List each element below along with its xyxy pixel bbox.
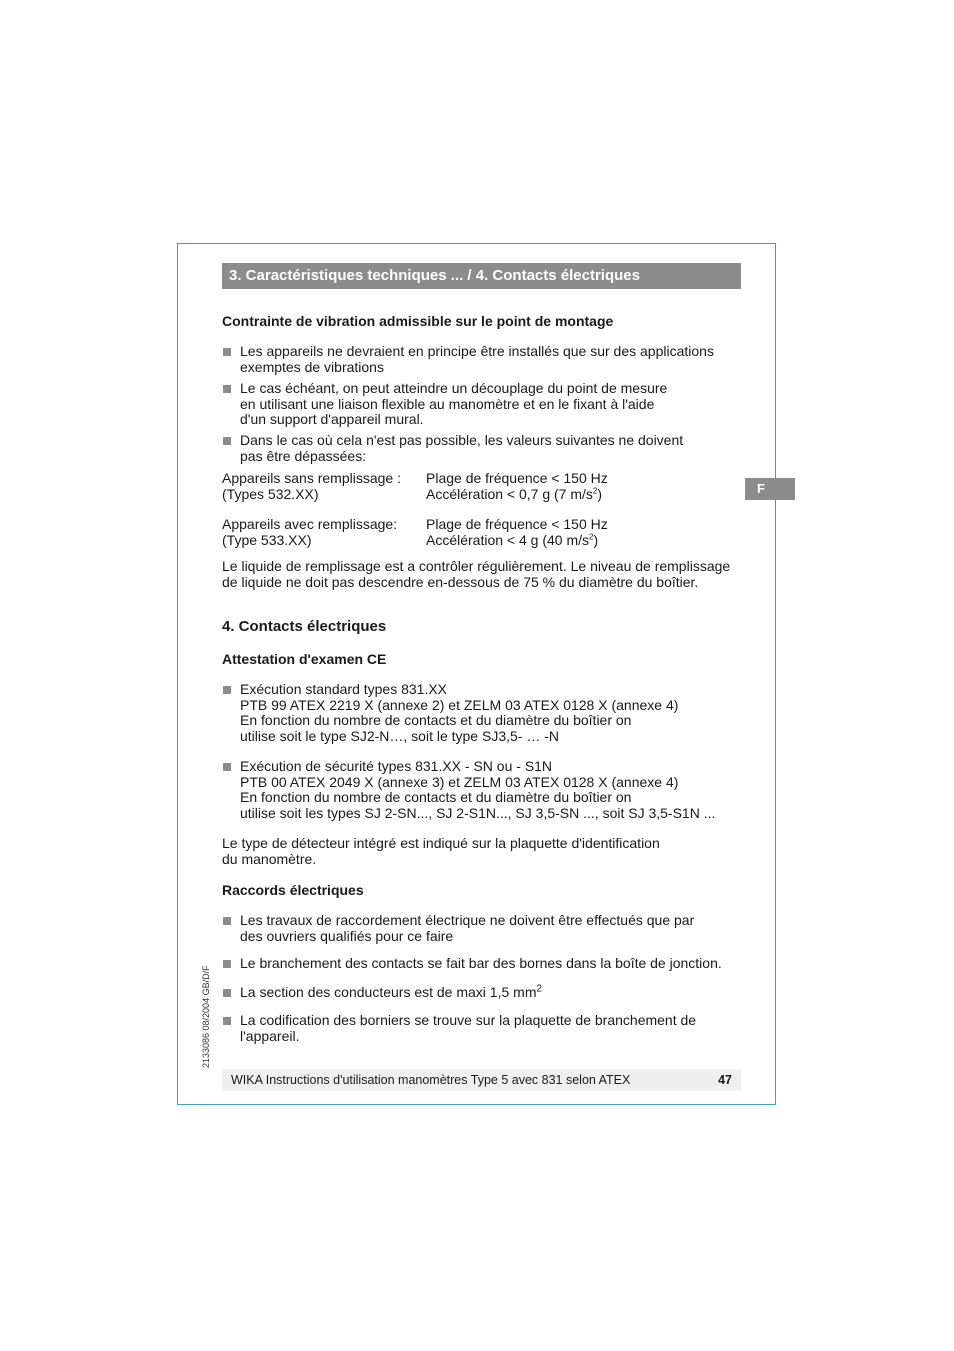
bullet-square-icon xyxy=(222,914,233,925)
fill-level-note: Le liquide de remplissage est a contrôler régulièrement. Le niveau de remplissage de liquide ne doit pas descendre en-dessous de 75 % du diamètre du boîtier. xyxy=(222,558,731,590)
section-header: 3. Caractéristiques techniques ... / 4. Contacts électriques xyxy=(222,263,741,289)
document-code: 2133086 08/2004 GB/D/F xyxy=(201,965,211,1068)
bullet-square-icon xyxy=(222,683,233,694)
list-item: Le cas échéant, on peut atteindre un découplage du point de mesure en utilisant une liaison flexible au manomètre et en le fixant à l'aide d'un support d'appareil mural. xyxy=(240,380,668,427)
detector-note: Le type de détecteur intégré est indiqué sur la plaquette d'identification du manomètre. xyxy=(222,835,660,867)
bullet-square-icon xyxy=(222,760,233,771)
table-row-label: Appareils sans remplissage : (Types 532.XX) xyxy=(222,470,401,502)
language-tab: F xyxy=(745,478,795,500)
footer-text: WIKA Instructions d'utilisation manomètres Type 5 avec 831 selon ATEX xyxy=(231,1073,631,1087)
table-row-value: Plage de fréquence < 150 Hz Accélération < 4 g (40 $m/s^2$) xyxy=(426,516,608,548)
bullet-square-icon xyxy=(222,957,233,968)
list-item: Les travaux de raccordement électrique ne doivent être effectués que par des ouvriers qualifiés pour ce faire xyxy=(240,912,695,944)
bullet-square-icon xyxy=(222,1014,233,1025)
list-item: La section des conducteurs est de maxi 1,5 $mm^2$ xyxy=(240,983,543,1000)
list-item: Exécution standard types 831.XX PTB 99 ATEX 2219 X (annexe 2) et ZELM 03 ATEX 0128 X (annexe 4) En fonction du nombre de contacts et du diamètre du boîtier on utilise soit le type SJ2-N…, soit le type SJ3,5- … -N xyxy=(240,681,679,744)
bullet-square-icon xyxy=(222,434,233,445)
bullet-square-icon xyxy=(222,382,233,393)
raccords-heading: Raccords électriques xyxy=(222,882,364,898)
attestation-heading: Attestation d'examen CE xyxy=(222,651,387,667)
bullet-square-icon xyxy=(222,345,233,356)
table-row-label: Appareils avec remplissage: (Type 533.XX) xyxy=(222,516,398,548)
list-item: Dans le cas où cela n'est pas possible, les valeurs suivantes ne doivent pas être dépassées: xyxy=(240,432,684,464)
list-item: Exécution de sécurité types 831.XX - SN ou - S1N PTB 00 ATEX 2049 X (annexe 3) et ZELM 03 ATEX 0128 X (annexe 4) En fonction du nombre de contacts et du diamètre du boîtier on utilise soit les types SJ 2-SN..., SJ 2-S1N..., SJ 3,5-SN ..., soit SJ 3,5-S1N ... xyxy=(240,758,716,821)
footer xyxy=(222,1069,741,1091)
list-item: Les appareils ne devraient en principe être installés que sur des applications exemptes de vibrations xyxy=(240,343,714,375)
list-item: La codification des borniers se trouve sur la plaquette de branchement de l'appareil. xyxy=(240,1012,697,1044)
list-item: Le branchement des contacts se fait bar des bornes dans la boîte de jonction. xyxy=(240,955,722,971)
contacts-heading: 4. Contacts électriques xyxy=(222,618,387,635)
page-number: 47 xyxy=(718,1073,732,1087)
vibration-heading: Contrainte de vibration admissible sur le point de montage xyxy=(222,313,614,329)
bullet-square-icon xyxy=(222,986,233,997)
table-row-value: Plage de fréquence < 150 Hz Accélération < 0,7 g (7 $m/s^2$) xyxy=(426,470,608,502)
